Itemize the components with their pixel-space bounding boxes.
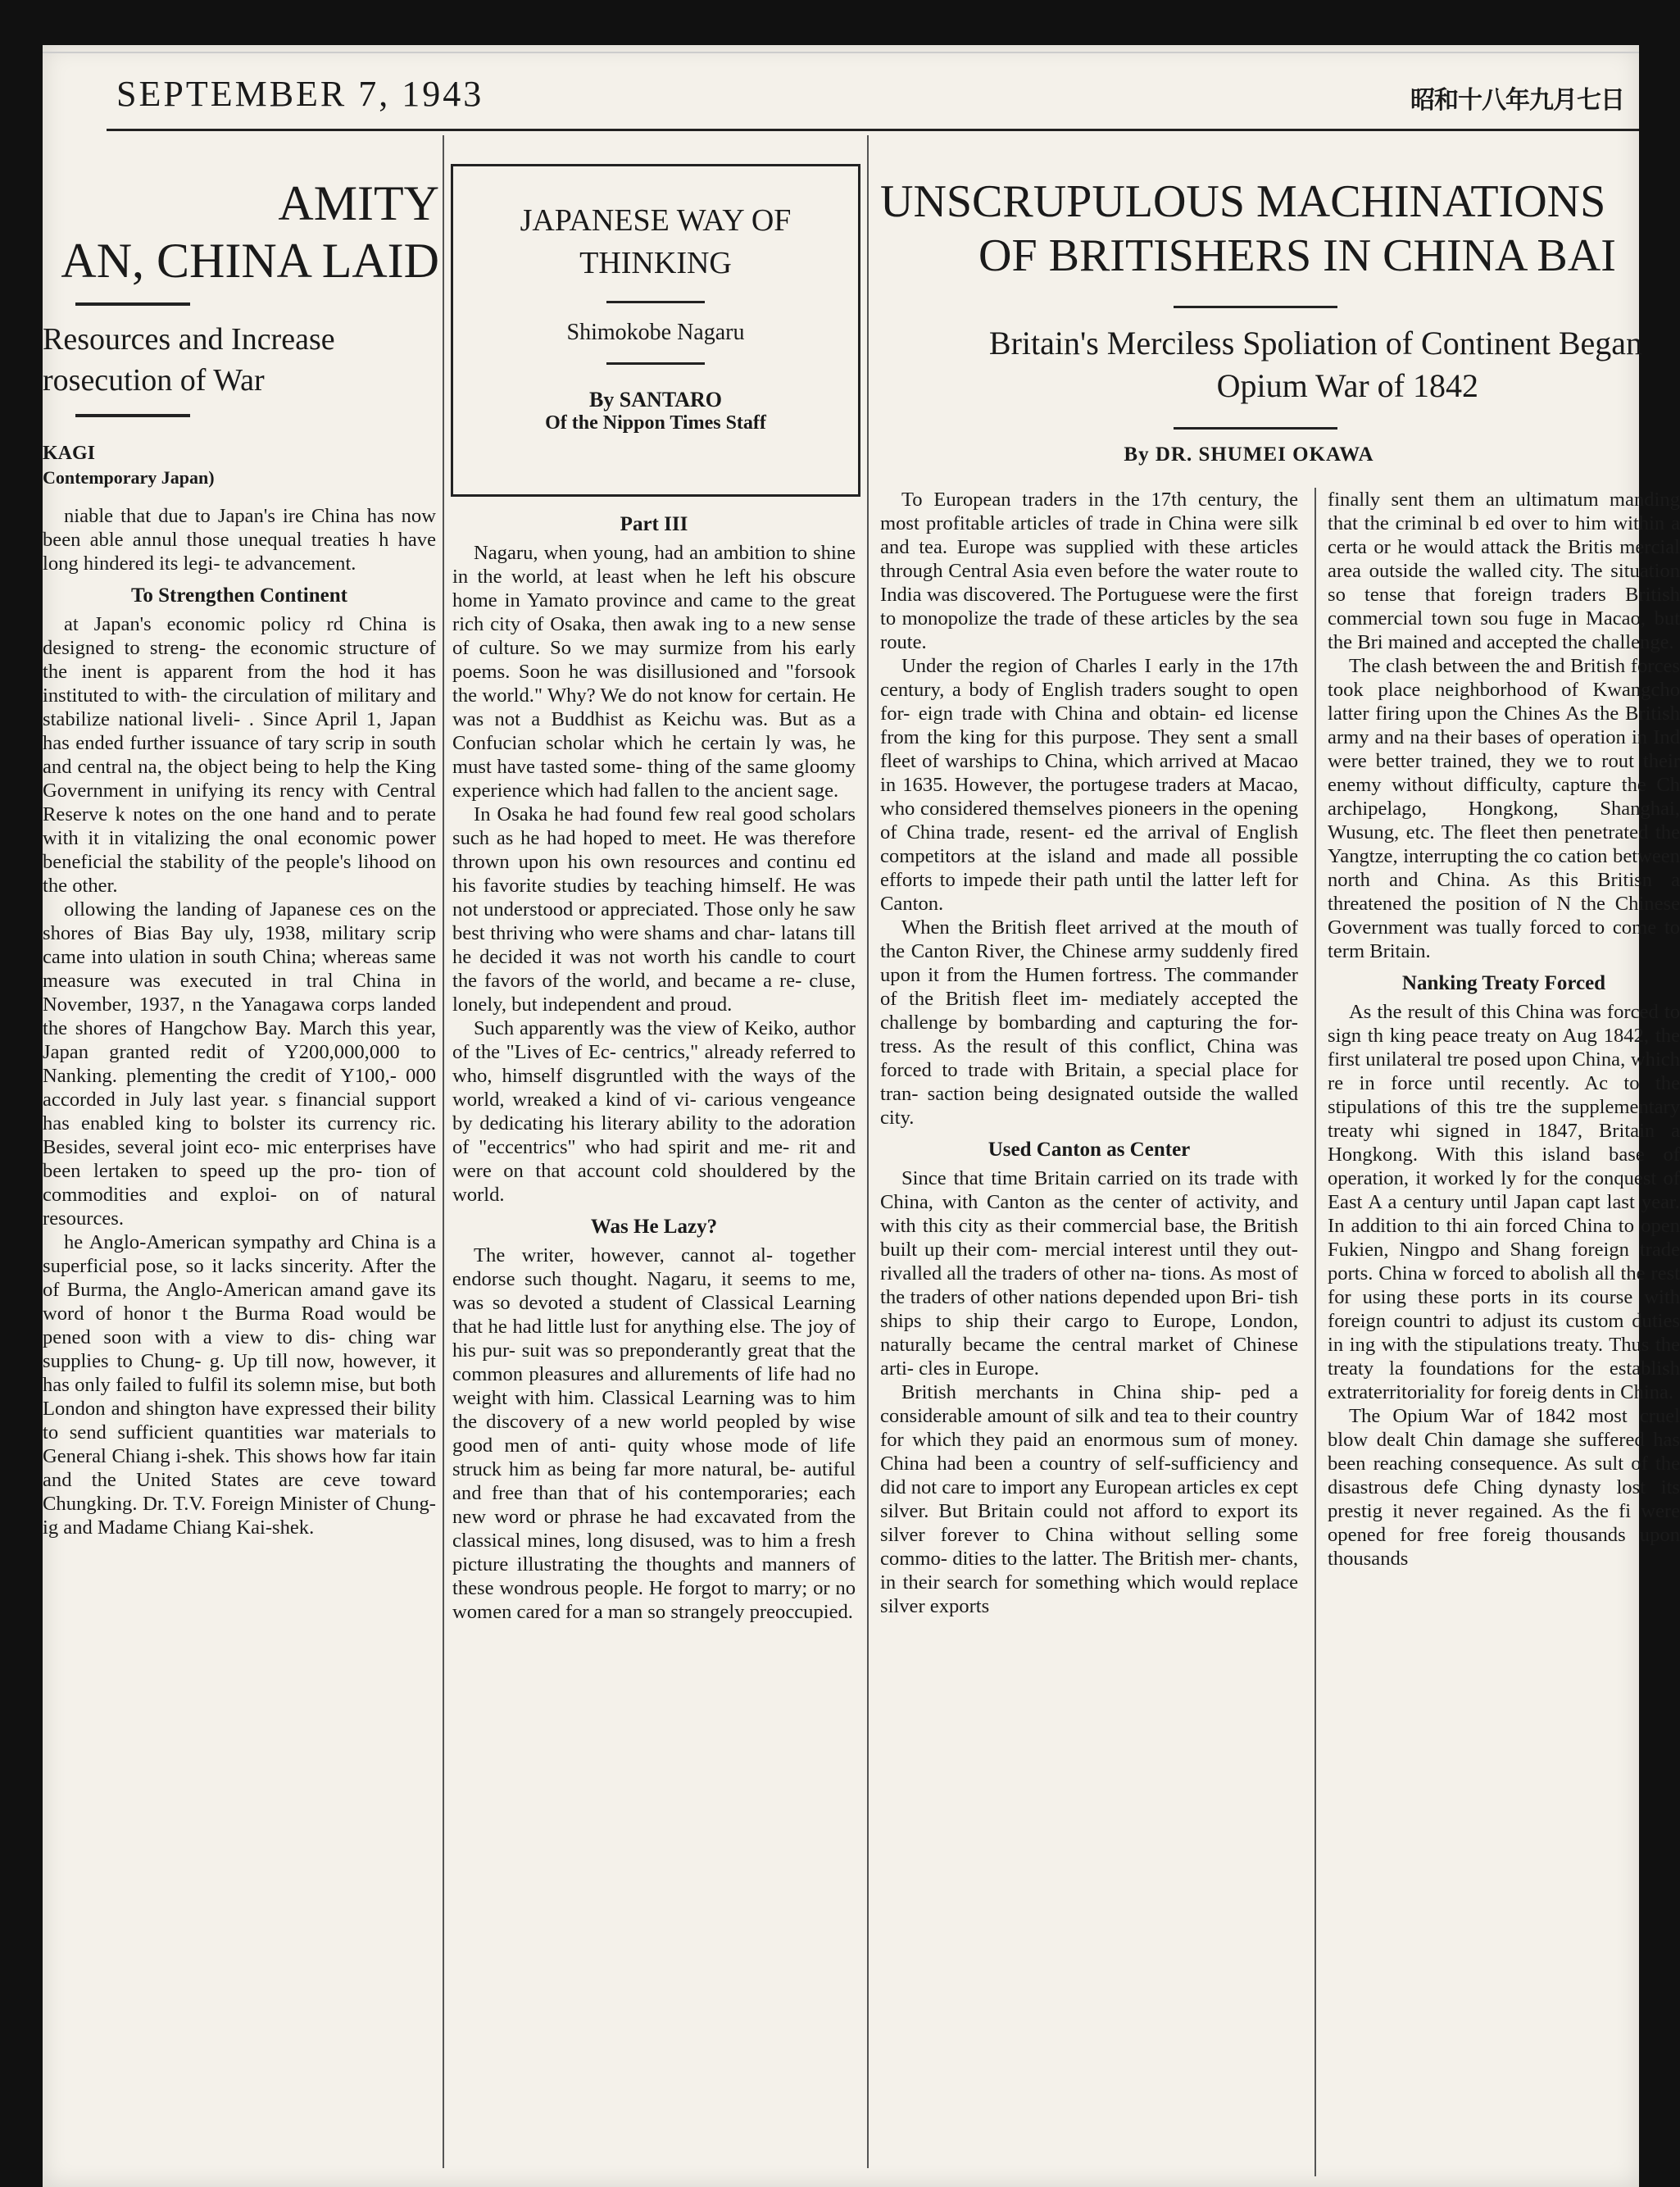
left-headline-rule xyxy=(75,302,190,306)
left-deck-line2: rosecution of War xyxy=(43,363,265,398)
left-deck-rule xyxy=(75,414,190,417)
page-edge xyxy=(43,45,1639,53)
right-article-col1 xyxy=(880,488,1298,2185)
center-staff: Of the Nippon Times Staff xyxy=(545,412,766,434)
center-title-line2: THINKING xyxy=(579,246,732,280)
paragraph: British merchants in China ship- ped a considerable amount of silk and tea to their country for which they paid an enormous sum of money. China had been a country of self-sufficiency and did not care to import any European articles ex cept silver. But Britain could not afford to export its silver forever to China without selling some commo- dities to the latter. The British mer- chants, in their search for something which would replace silver exports xyxy=(880,1381,1298,1617)
right-byline: By DR. SHUMEI OKAWA xyxy=(1124,443,1374,466)
left-deck-line1: Resources and Increase xyxy=(43,322,335,357)
left-source: Contemporary Japan) xyxy=(43,467,215,488)
left-article xyxy=(43,135,452,2185)
header-rule xyxy=(107,129,1639,131)
center-subject-rule xyxy=(606,362,705,365)
center-title-line1: JAPANESE WAY OF xyxy=(520,203,792,238)
left-byline: KAGI xyxy=(43,443,96,464)
paragraph: The writer, however, cannot al- together endorse such thought. Nagaru, it seems to me, was so devoted a student of Classical Learning that he had little lust for anything else. The joy of his pur- suit was so preponderantly great that the common pleasures and allurements of life had no weight with him. Classical Learning was to him the discovery of a new world peopled by wise good men of anti- quity whose mode of life struck him as being far more natural, be- autiful and free than that of his contemporaries; each new word or phrase he had excavated from the classical mines, long disused, was to him a fresh picture illustrating the thoughts and manners of these wondrous people. He forgot to marry; or no women cared for a man so strangely preoccupied. xyxy=(452,1244,856,1623)
column-divider xyxy=(867,135,869,2168)
page-header xyxy=(116,73,1624,122)
left-headline-line2: AN, CHINA LAID xyxy=(61,234,439,288)
left-body xyxy=(43,504,436,1539)
paragraph: ollowing the landing of Japanese ces on the shores of Bias Bay uly, 1938, military scrip came into ulation in south China; whereas same measure was executed in tral China in November, 1937, n the Yanagawa corps landed the shores of Hangchow Bay. March this year, Japan granted redit of Y200,000,000 to Nanking. plementing the credit of Y100,- 000 accorded in July last year. s financial support has enabled king to bolster its currency ric. Besides, several joint eco- mic enterprises have been lertaken to speed up the pro- tion of commodities and exploi- on of natural resources. xyxy=(43,898,436,1230)
right-headline xyxy=(880,175,1650,283)
center-title-rule xyxy=(606,301,705,303)
paragraph: he Anglo-American sympathy ard China is a superficial pose, so it lacks sincerity. After the of Burma, the Anglo-American amand gave its word of honor t the Burma Road would be pened soon with a view to dis- ching war supplies to Chung- g. Up till now, however, it has only failed to fulfil its solemn mise, but both London and shington have expressed their bility to send sufficient quantities war materials to General Chiang i-shek. This shows how far itain and the United States are ceve toward Chungking. Dr. T.V. Foreign Minister of Chung- ig and Madame Chiang Kai-shek. xyxy=(43,1231,436,1539)
center-article-body xyxy=(452,504,856,2176)
paragraph: finally sent them an ultimatum manding that the criminal b ed over to him within a certa or he would attack the Britis mercial area outside the walled city. The situation so tense that foreign traders British commercial town sou fuge in Macao, but the Bri mained and accepted the challenge. xyxy=(1328,489,1680,653)
left-headline-line1: AMITY xyxy=(278,176,439,230)
paragraph: The Opium War of 1842 most cruel blow dealt Chin damage she suffered has been reaching consequence. As sult of the disastrous defe Ching dynasty lost its prestig it never regained. As the fi were opened for free foreig thousands upon thousands xyxy=(1328,1405,1680,1570)
paragraph: As the result of this China was forced to sign th king peace treaty on Aug 1842, the first unilateral tre posed upon China, which re in force until recently. Ac to the stipulations of this tre the supplementary treaty whi signed in 1847, Britain a Hongkong. With this island base of operation, it worked ly for the conquest of East A a century until Japan capt last year. In addition to thi ain forced China to open Fukien, Ningpo and Shang foreign trade ports. China w forced to abolish all the rest for using these ports in its course with foreign countri to adjust its custom duties in ing with the stipulations treaty. Thus the treaty la foundations for the establish extraterritoriality for foreig dents in China. xyxy=(1328,1001,1680,1403)
center-subject: Shimokobe Nagaru xyxy=(566,320,745,345)
right-subhead-1: Used Canton as Center xyxy=(988,1139,1191,1161)
paragraph: Since that time Britain carried on its trade with China, with Canton as the center of activity, and with this city as their commercial base, the British built up their com- mercial interest until they out- rivalled all the traders of other na- tions. As most of the traders of other nations depended upon Bri- tish ships to ship their cargo to Europe, London, naturally became the central market of Chinese arti- cles in Europe. xyxy=(880,1167,1298,1380)
right-subhead-2: Nanking Treaty Forced xyxy=(1401,972,1606,994)
paragraph: Such apparently was the view of Keiko, author of the "Lives of Ec- centrics," already referred to who, himself disgruntled with the ways of the world, wreaked a kind of vi- carious vengeance by dedicating his literary ability to the adoration of "eccentrics" who had spirit and me- rit and were on that account cold shouldered by the world. xyxy=(452,1017,856,1206)
right-headline-line1: UNSCRUPULOUS MACHINATIONS xyxy=(880,176,1606,227)
center-part-label: Part III xyxy=(620,513,688,535)
right-deck-line2: Opium War of 1842 xyxy=(1216,367,1478,404)
paragraph: The clash between the and British forces took place neighborhood of Kwangcho latter firing upon the Chines As the British army and na their bases of operation in Ind were better trained, they we to rout their enemy without difficulty, capture the Ch archipelago, Hongkong, Shanghai, Wusung, etc. The fleet then penetrated the Yangtze, interrupting the co cation between north and China. As this Britisn a threatened the position of N the Chinese Government was tually forced to come to term Britain. xyxy=(1328,655,1680,962)
center-title-box xyxy=(451,164,860,497)
paragraph: at Japan's economic policy rd China is designed to streng- the economic structure of the inent is apparent from the hod it has instituted to with- the circulation of military and stabilize national liveli- . Since April 1, Japan has ended further issuance of tary scrip in south and central na, the object being to help the King Government in unifying its rency with Central Reserve k notes on the one hand and to perate with it in vitalizing the onal economic power beneficial the stability of the people's lihood on the other. xyxy=(43,613,436,897)
paragraph: In Osaka he had found few real good scholars such as he had hoped to meet. He was therefore thrown upon his own resources and continu ed his favorite studies by teaching himself. He was not understood or appreciated. Those only he saw best thriving who were shams and char- latans till he decided it was not worth his candle to court the favors of the world, and became a re- cluse, lonely, but independent and proud. xyxy=(452,803,856,1016)
paragraph: niable that due to Japan's ire China has now been able annul those unequal treaties h have long hindered its legi- te advancement. xyxy=(43,505,436,575)
right-article-col2 xyxy=(1328,488,1680,2185)
issue-date: SEPTEMBER 7, 1943 xyxy=(116,74,484,114)
paragraph: Under the region of Charles I early in the 17th century, a body of English traders sought to open for- eign trade with China and obtain- ed license from the king for this purpose. They sent a small fleet of warships to China, which arrived at Macao in 1635. However, the portugese traders at Macao, who considered themselves pioneers in the opening of China trade, resent- ed the arrival of English competitors at the island and made all possible efforts to impede their path until the latter left for Canton. xyxy=(880,655,1298,915)
newspaper-page xyxy=(43,45,1680,2187)
right-col2-inner xyxy=(1328,488,1680,1571)
right-headline-line2: OF BRITISHERS IN CHINA BAI xyxy=(978,230,1616,281)
paragraph: When the British fleet arrived at the mouth of the Canton River, the Chinese army suddenly fired upon it from the Humen fortress. The commander of the British fleet im- mediately accepted the challenge by bombarding and capturing the for- tress. As the result of this conflict, China was forced to trade with Britain, a special place for tran- saction being designated outside the walled city. xyxy=(880,916,1298,1129)
paragraph: Nagaru, when young, had an ambition to shine in the world, at least when he left his obscure home in Yamato province and came to the great rich city of Osaka, then awak ing to a new sense of culture. So we may surmize from his early poems. Soon he was disillusioned and "forsook the world." Why? We do not know for certain. He was not a Buddhist as Keichu was. But as a Confucian scholar which he certain ly was, he must have tasted some- thing of the same gloomy experience which had fallen to the ancient sage. xyxy=(452,542,856,802)
column-divider xyxy=(1314,488,1316,2176)
right-deck-rule xyxy=(1174,427,1337,430)
center-byline: By SANTARO xyxy=(588,388,723,411)
center-subhead: Was He Lazy? xyxy=(590,1216,718,1238)
paragraph: To European traders in the 17th century, the most profitable articles of trade in China were silk and tea. Europe was supplied with these articles through Central Asia even before the water route to India was discovered. The Portuguese were the first to monopolize the trade of these articles by the sea route. xyxy=(880,489,1298,653)
japanese-masthead: 昭和十八年九月七日 xyxy=(1410,87,1624,114)
right-deck xyxy=(880,322,1642,407)
column-divider xyxy=(443,135,444,2168)
right-headline-rule xyxy=(1174,306,1337,308)
right-deck-line1: Britain's Merciless Spoliation of Continent Began xyxy=(988,325,1642,361)
left-subhead: To Strengthen Continent xyxy=(131,584,347,607)
